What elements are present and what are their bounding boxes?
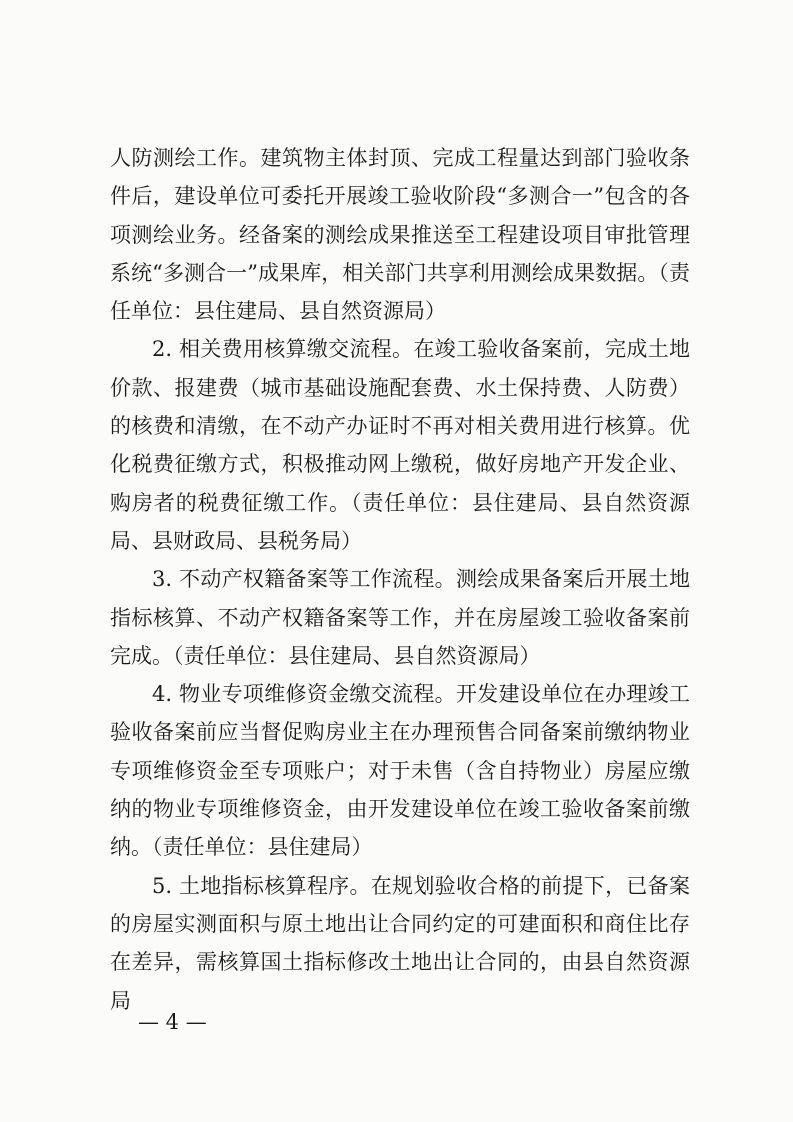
- document-body: [110, 139, 690, 1020]
- page-number: — 4 —: [138, 1010, 207, 1034]
- paragraph-land-indicator: 5. 土地指标核算程序。在规划验收合格的前提下，已备案的房屋实测面积与原土地出让合同约定的可建面积和商住比存在差异，需核算国土指标修改土地出让合同的，由县自然资源局: [110, 873, 690, 1013]
- paragraph-maintenance-fund: 4. 物业专项维修资金缴交流程。开发建设单位在办理竣工验收备案前应当督促购房业主在办理预售合同备案前缴纳物业专项维修资金至专项账户；对于未售（含自持物业）房屋应缴纳的物业专项维修资金，由开发建设单位在竣工验收备案前缴纳。（责任单位：县住建局）: [110, 682, 690, 860]
- paragraph-fee-settlement: 2. 相关费用核算缴交流程。在竣工验收备案前，完成土地价款、报建费（城市基础设施配套费、水土保持费、人防费）的核费和清缴，在不动产办证时不再对相关费用进行核算。优化税费征缴方式，积极推动网上缴税，做好房地产开发企业、购房者的税费征缴工作。（责任单位：县住建局、县自然资源局、县财政局、县税务局）: [110, 337, 690, 553]
- paragraph-property-registry: 3. 不动产权籍备案等工作流程。测绘成果备案后开展土地指标核算、不动产权籍备案等工作，并在房屋竣工验收备案前完成。（责任单位：县住建局、县自然资源局）: [110, 567, 690, 668]
- paragraph-continuation: 人防测绘工作。建筑物主体封顶、完成工程量达到部门验收条件后，建设单位可委托开展竣工验收阶段“多测合一”包含的各项测绘业务。经备案的测绘成果推送至工程建设项目审批管理系统“多测合一”成果库，相关部门共享利用测绘成果数据。（责任单位：县住建局、县自然资源局）: [110, 146, 690, 324]
